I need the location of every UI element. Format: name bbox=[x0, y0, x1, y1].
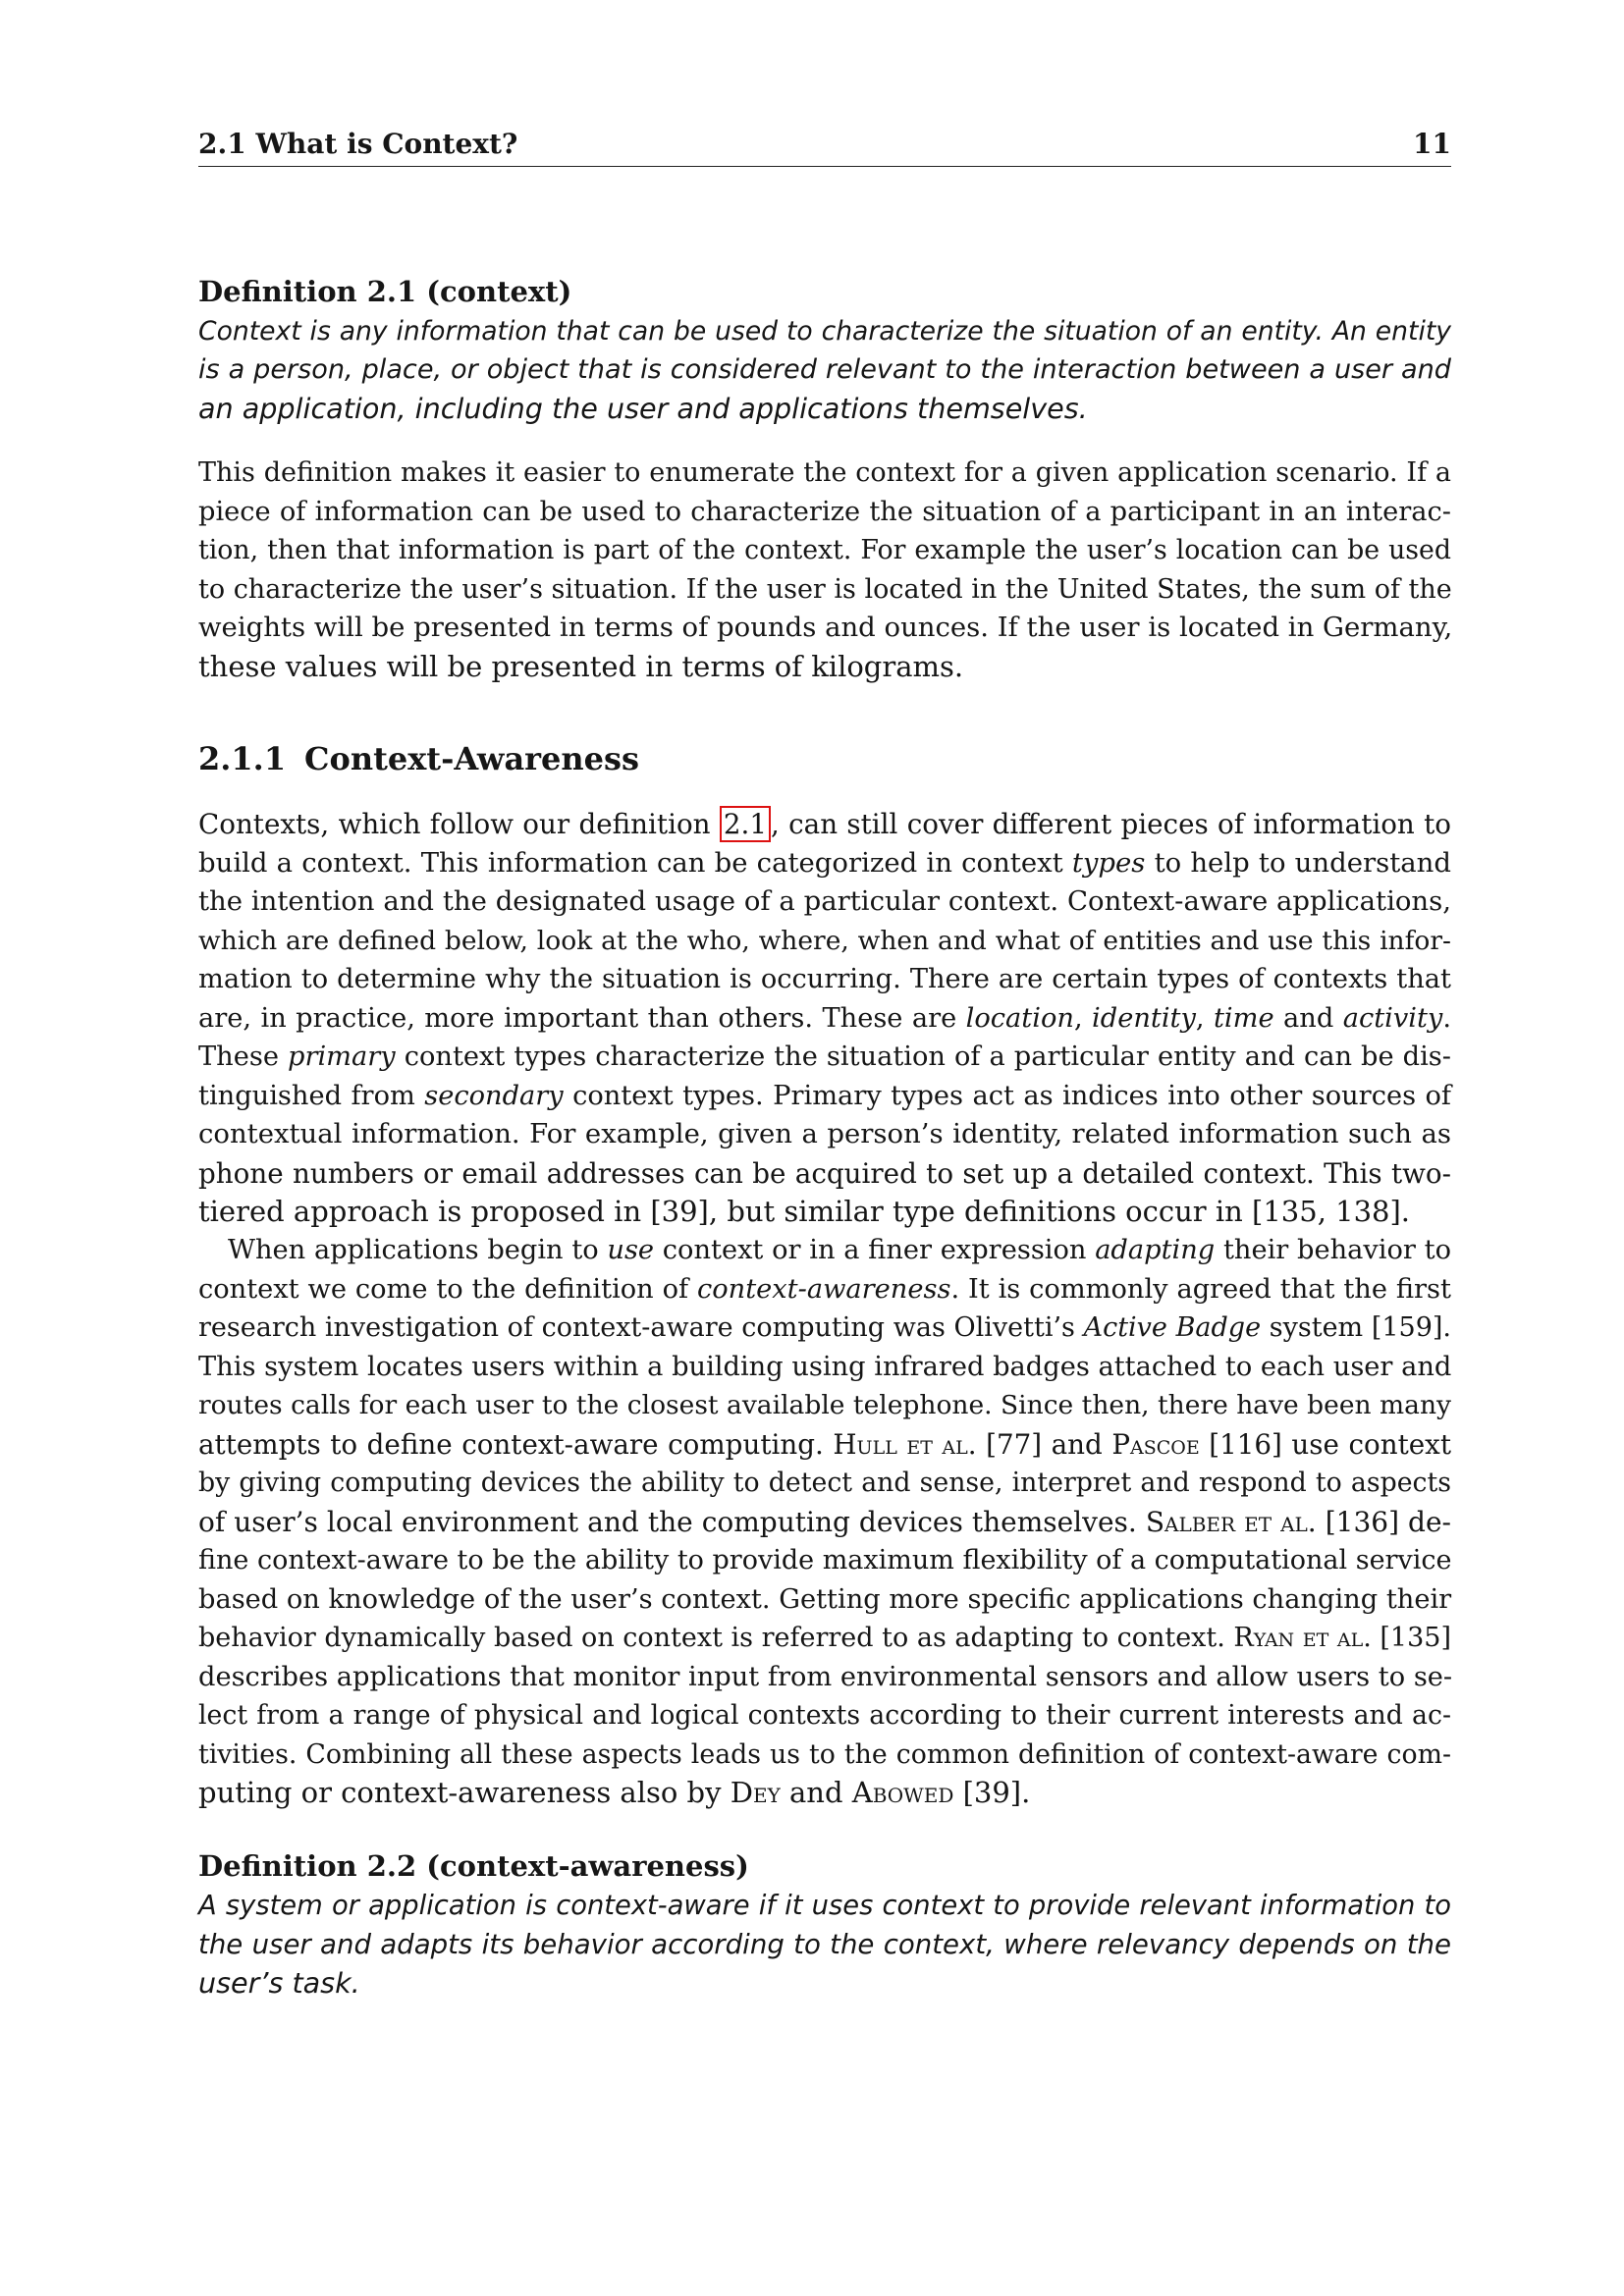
text-span: context we come to the definition of bbox=[198, 1273, 697, 1305]
text-span: , bbox=[1073, 1002, 1093, 1034]
text-line bbox=[198, 805, 1451, 844]
text-line: by giving computing devices the ability to detect and sense, interpret and respond to aspects bbox=[198, 1468, 1451, 1498]
definition-heading: Definition 2.1 (context) bbox=[198, 275, 572, 308]
emphasis: Active Badge bbox=[1083, 1312, 1262, 1343]
definition-2-1 bbox=[198, 273, 1451, 428]
text-span: [77] and bbox=[976, 1427, 1112, 1461]
text-line: to characterize the user’s situation. If the user is located in the United States, the sum of the bbox=[198, 573, 1452, 605]
author-name: Salber et al. bbox=[1145, 1505, 1317, 1538]
text-span: [136] de- bbox=[1316, 1505, 1451, 1538]
text-span: build a context. This information can be categorized in context bbox=[198, 846, 1072, 879]
text-line bbox=[198, 1270, 1451, 1309]
emphasis: types bbox=[1071, 846, 1146, 879]
text-line: which are defined below, look at the who, where, when and what of entities and use this infor- bbox=[198, 925, 1451, 956]
emphasis: use bbox=[607, 1235, 655, 1265]
text-line: phone numbers or email addresses can be acquired to set up a detailed context. This two- bbox=[198, 1156, 1451, 1190]
section-title: Context-Awareness bbox=[304, 740, 640, 777]
text-span: When applications begin to bbox=[228, 1235, 608, 1265]
author-name: Pascoe bbox=[1111, 1427, 1200, 1461]
definition-line: Context is any information that can be used to characterize the situation of an entity. An entity bbox=[198, 315, 1451, 347]
text-line: contextual information. For example, given a person’s identity, related information such as bbox=[198, 1118, 1451, 1149]
text-span: of user’s local environment and the computing devices themselves. bbox=[198, 1505, 1146, 1538]
text-span: , can still cover different pieces of information to bbox=[770, 808, 1451, 840]
text-line bbox=[198, 1425, 1451, 1465]
author-name: Abowed bbox=[851, 1776, 954, 1809]
text-line bbox=[198, 1619, 1451, 1658]
definition-heading: Definition 2.2 (context-awareness) bbox=[198, 1849, 749, 1883]
running-header bbox=[198, 124, 1451, 167]
text-line: describes applications that monitor input from environmental sensors and allow users to se- bbox=[198, 1661, 1453, 1692]
author-name: Hull et al. bbox=[833, 1427, 977, 1461]
emphasis: identity bbox=[1092, 1002, 1196, 1034]
text-line: tivities. Combining all these aspects leads us to the common definition of context-aware com- bbox=[198, 1738, 1451, 1770]
definition-2-2 bbox=[198, 1847, 1451, 2002]
text-span: system [159]. bbox=[1261, 1312, 1452, 1343]
text-span: attempts to define context-aware computing. bbox=[198, 1427, 824, 1461]
paragraph-definition-explanation bbox=[198, 454, 1451, 686]
paragraph-context-awareness bbox=[198, 1231, 1451, 1813]
text-line: This system locates users within a building using infrared badges attached to each user and bbox=[198, 1351, 1452, 1382]
text-line bbox=[198, 999, 1451, 1039]
text-span: puting or context-awareness also by bbox=[198, 1776, 731, 1809]
text-span: . It is commonly agreed that the first bbox=[950, 1273, 1451, 1305]
text-line: routes calls for each user to the closest available telephone. Since then, there have been many bbox=[198, 1390, 1451, 1420]
text-line bbox=[198, 844, 1451, 883]
text-line: these values will be presented in terms of kilograms. bbox=[198, 649, 964, 683]
section-heading bbox=[198, 738, 1451, 779]
text-span: and bbox=[780, 1776, 852, 1809]
text-line: mation to determine why the situation is occurring. There are certain types of contexts that bbox=[198, 964, 1451, 994]
page-number: 11 bbox=[1413, 128, 1451, 160]
text-line bbox=[198, 1077, 1451, 1116]
definition-ref-link[interactable]: 2.1 bbox=[720, 806, 771, 842]
text-span: tinguished from bbox=[198, 1080, 425, 1111]
text-span: Contexts, which follow our definition bbox=[198, 808, 720, 840]
text-span: their behavior to bbox=[1215, 1235, 1451, 1265]
text-span: , bbox=[1195, 1002, 1214, 1034]
text-span: [39]. bbox=[953, 1776, 1031, 1809]
emphasis: secondary bbox=[424, 1080, 564, 1111]
emphasis: time bbox=[1213, 1002, 1274, 1034]
emphasis: context-awareness bbox=[697, 1273, 951, 1305]
text-span: . bbox=[1442, 1002, 1452, 1034]
text-line: weights will be presented in terms of pounds and ounces. If the user is located in Germany, bbox=[198, 612, 1453, 643]
text-line: tion, then that information is part of the context. For example the user’s location can be used bbox=[198, 535, 1451, 565]
definition-line: user’s task. bbox=[198, 1965, 360, 2000]
text-line: lect from a range of physical and logical contexts according to their current interests and ac- bbox=[198, 1700, 1451, 1731]
text-line bbox=[198, 1231, 1451, 1270]
text-span: context or in a finer expression bbox=[654, 1235, 1096, 1265]
definition-line: an application, including the user and applications themselves. bbox=[198, 391, 1088, 425]
text-line: This definition makes it easier to enumerate the context for a given application scenario. If a bbox=[198, 457, 1451, 488]
emphasis: location bbox=[965, 1002, 1074, 1034]
text-line: the intention and the designated usage of a particular context. Context-aware applications, bbox=[198, 885, 1451, 917]
definition-line: is a person, place, or object that is considered relevant to the interaction between a user and bbox=[198, 354, 1451, 385]
text-span: behavior dynamically based on context is referred to as adapting to context. bbox=[198, 1623, 1234, 1653]
emphasis: adapting bbox=[1095, 1235, 1216, 1265]
text-line: piece of information can be used to characterize the situation of a participant in an interac- bbox=[198, 496, 1451, 527]
text-span: [135] bbox=[1371, 1623, 1452, 1653]
text-span: and bbox=[1273, 1002, 1343, 1034]
text-line bbox=[198, 1038, 1451, 1077]
text-span: context types. Primary types act as indices into other sources of bbox=[563, 1080, 1451, 1111]
text-line: fine context-aware to be the ability to provide maximum flexibility of a computational service bbox=[198, 1545, 1452, 1575]
text-line bbox=[198, 1774, 1451, 1813]
section-number: 2.1.1 bbox=[198, 740, 287, 777]
text-span: to help to understand bbox=[1145, 846, 1451, 879]
text-span: These bbox=[198, 1041, 288, 1072]
definition-body bbox=[198, 312, 1451, 429]
paragraph-context-types bbox=[198, 805, 1451, 1232]
text-line: based on knowledge of the user’s context. Getting more specific applications changing their bbox=[198, 1583, 1452, 1615]
text-span: context types characterize the situation of a particular entity and can be dis- bbox=[395, 1041, 1451, 1072]
text-span: are, in practice, more important than others. These are bbox=[198, 1002, 966, 1034]
author-name: Dey bbox=[730, 1776, 781, 1809]
definition-line: A system or application is context-aware if it uses context to provide relevant information to bbox=[198, 1890, 1451, 1921]
text-line: tiered approach is proposed in [39], but similar type definitions occur in [135, 138]. bbox=[198, 1195, 1411, 1228]
definition-line: the user and adapts its behavior according to the context, where relevancy depends on the bbox=[198, 1928, 1451, 1960]
definition-body bbox=[198, 1887, 1451, 2003]
header-section-title: 2.1 What is Context? bbox=[198, 128, 518, 160]
text-line bbox=[198, 1503, 1451, 1542]
author-name: Ryan et al. bbox=[1233, 1623, 1372, 1653]
emphasis: activity bbox=[1342, 1002, 1443, 1034]
text-line bbox=[198, 1308, 1451, 1348]
text-span: [116] use context bbox=[1199, 1427, 1451, 1461]
text-span: research investigation of context-aware computing was Olivetti’s bbox=[198, 1312, 1084, 1343]
emphasis: primary bbox=[288, 1041, 396, 1072]
